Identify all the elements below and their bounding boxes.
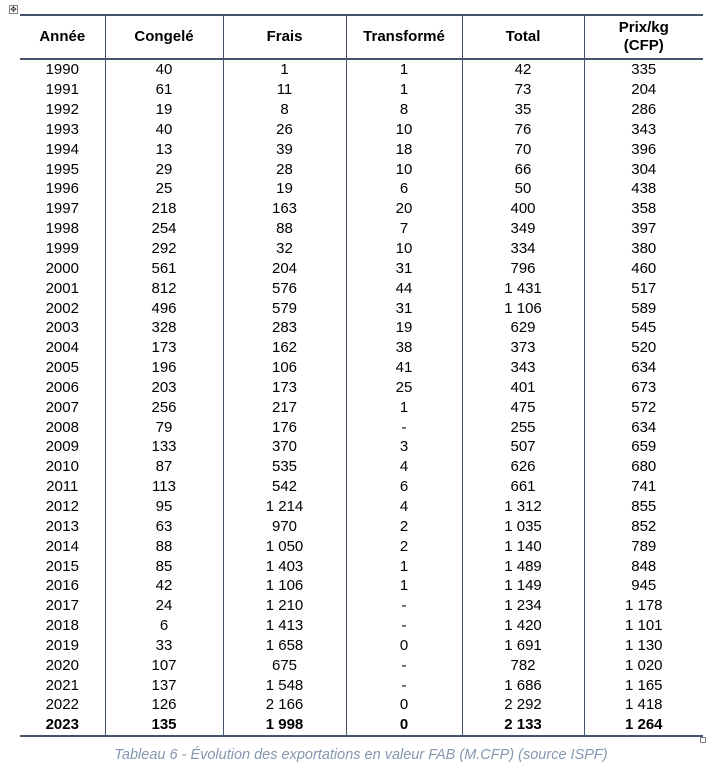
cell-transforme: 31	[346, 298, 462, 318]
cell-transforme: 20	[346, 199, 462, 219]
table-row	[20, 635, 703, 655]
cell-congele: 79	[105, 417, 223, 437]
cell-transforme: -	[346, 596, 462, 616]
cell-annee: 2009	[45, 438, 79, 456]
cell-prix-kg: 659	[584, 437, 703, 457]
cell-congele: 19	[105, 100, 223, 120]
cell-frais: 88	[223, 219, 346, 239]
cell-transforme: 19	[346, 318, 462, 338]
cell-total: 1 149	[462, 576, 584, 596]
cell-prix-kg: 1 165	[584, 675, 703, 695]
table-caption: Tableau 6 - Évolution des exportations en valeur FAB (M.CFP) (source ISPF)	[114, 747, 608, 763]
cell-total: 1 431	[462, 278, 584, 298]
header-prix-line2: (CFP)	[623, 37, 664, 54]
table-row	[20, 139, 703, 159]
cell-transforme: 1	[346, 576, 462, 596]
table-row	[20, 219, 703, 239]
cell-total: 400	[462, 199, 584, 219]
table-row	[20, 596, 703, 616]
cell-prix-kg: 358	[584, 199, 703, 219]
cell-total: 1 312	[462, 497, 584, 517]
cell-congele: 135	[105, 715, 223, 736]
cell-prix-kg: 1 418	[584, 695, 703, 715]
cell-annee: 2013	[45, 517, 79, 535]
cell-congele: 203	[105, 378, 223, 398]
cell-total: 1 686	[462, 675, 584, 695]
cell-annee: 2011	[46, 478, 79, 496]
cell-annee: 1991	[45, 81, 79, 99]
cell-frais: 176	[223, 417, 346, 437]
table-row	[20, 278, 703, 298]
header-prix-kg	[584, 15, 703, 59]
cell-transforme: 4	[346, 497, 462, 517]
header-row	[20, 15, 703, 59]
cell-frais: 8	[223, 100, 346, 120]
cell-frais: 970	[223, 516, 346, 536]
cell-annee: 2019	[45, 636, 79, 654]
table-row-total	[20, 715, 703, 736]
cell-total: 629	[462, 318, 584, 338]
cell-transforme: 8	[346, 100, 462, 120]
cell-transforme: 25	[346, 378, 462, 398]
cell-frais: 1 403	[223, 556, 346, 576]
table-row	[20, 417, 703, 437]
cell-transforme: 31	[346, 258, 462, 278]
exports-table-container	[20, 14, 703, 737]
cell-total: 76	[462, 120, 584, 140]
cell-congele: 256	[105, 397, 223, 417]
cell-annee: 1999	[45, 240, 79, 258]
cell-annee: 2012	[45, 497, 79, 515]
cell-transforme: 0	[346, 715, 462, 736]
cell-prix-kg: 286	[584, 100, 703, 120]
table-row	[20, 298, 703, 318]
table-row	[20, 318, 703, 338]
table-row	[20, 655, 703, 675]
cell-prix-kg: 438	[584, 179, 703, 199]
cell-prix-kg: 1 020	[584, 655, 703, 675]
cell-frais: 1 106	[223, 576, 346, 596]
cell-annee: 2001	[45, 279, 79, 297]
cell-total: 661	[462, 477, 584, 497]
cell-transforme: 1	[346, 59, 462, 80]
cell-transforme: 18	[346, 139, 462, 159]
cell-total: 42	[462, 59, 584, 80]
cell-prix-kg: 460	[584, 258, 703, 278]
cell-congele: 137	[105, 675, 223, 695]
cell-frais: 579	[223, 298, 346, 318]
cell-transforme: 3	[346, 437, 462, 457]
cell-congele: 63	[105, 516, 223, 536]
table-row	[20, 358, 703, 378]
cell-total: 50	[462, 179, 584, 199]
cell-transforme: -	[346, 417, 462, 437]
cell-frais: 675	[223, 655, 346, 675]
table-row	[20, 378, 703, 398]
cell-total: 70	[462, 139, 584, 159]
table-body	[20, 59, 703, 736]
cell-congele: 61	[105, 80, 223, 100]
cell-transforme: 1	[346, 397, 462, 417]
table-row	[20, 258, 703, 278]
cell-annee: 2018	[45, 617, 79, 635]
cell-total: 35	[462, 100, 584, 120]
cell-congele: 24	[105, 596, 223, 616]
table-row	[20, 536, 703, 556]
cell-frais: 1 050	[223, 536, 346, 556]
exports-table	[20, 14, 703, 737]
cell-congele: 33	[105, 635, 223, 655]
table-row	[20, 179, 703, 199]
cell-congele: 40	[105, 120, 223, 140]
cell-prix-kg: 572	[584, 397, 703, 417]
cell-annee: 1992	[45, 101, 79, 119]
cell-congele: 812	[105, 278, 223, 298]
cell-frais: 1 413	[223, 616, 346, 636]
cell-total: 343	[462, 358, 584, 378]
cell-frais: 542	[223, 477, 346, 497]
cell-prix-kg: 741	[584, 477, 703, 497]
cell-annee: 2007	[45, 398, 79, 416]
cell-frais: 535	[223, 457, 346, 477]
cell-annee: 2016	[45, 577, 79, 595]
table-row	[20, 695, 703, 715]
table-header	[20, 15, 703, 59]
cell-congele: 88	[105, 536, 223, 556]
header-congele: Congelé	[105, 15, 223, 59]
table-row	[20, 556, 703, 576]
cell-total: 1 420	[462, 616, 584, 636]
cell-frais: 1 658	[223, 635, 346, 655]
cell-transforme: -	[346, 675, 462, 695]
header-prix-line1: Prix/kg	[618, 19, 669, 36]
cell-prix-kg: 634	[584, 358, 703, 378]
cell-frais: 370	[223, 437, 346, 457]
cell-congele: 87	[105, 457, 223, 477]
cell-congele: 196	[105, 358, 223, 378]
cell-congele: 561	[105, 258, 223, 278]
cell-total: 2 133	[462, 715, 584, 736]
cell-frais: 1 548	[223, 675, 346, 695]
cell-prix-kg: 1 264	[584, 715, 703, 736]
cell-total: 1 691	[462, 635, 584, 655]
cell-total: 73	[462, 80, 584, 100]
cell-prix-kg: 335	[584, 59, 703, 80]
cell-annee: 2014	[45, 537, 79, 555]
table-row	[20, 120, 703, 140]
cell-transforme: 10	[346, 239, 462, 259]
cell-annee: 2008	[45, 418, 79, 436]
cell-prix-kg: 855	[584, 497, 703, 517]
cell-congele: 40	[105, 59, 223, 80]
cell-congele: 218	[105, 199, 223, 219]
cell-prix-kg: 945	[584, 576, 703, 596]
cell-frais: 39	[223, 139, 346, 159]
cell-transforme: -	[346, 655, 462, 675]
cell-frais: 11	[223, 80, 346, 100]
cell-total: 349	[462, 219, 584, 239]
cell-total: 255	[462, 417, 584, 437]
table-row	[20, 59, 703, 80]
cell-transforme: 2	[346, 536, 462, 556]
cell-annee: 2006	[45, 378, 79, 396]
cell-transforme: 0	[346, 635, 462, 655]
cell-congele: 173	[105, 338, 223, 358]
header-frais: Frais	[223, 15, 346, 59]
cell-annee: 2015	[45, 557, 79, 575]
cell-transforme: 6	[346, 179, 462, 199]
cell-prix-kg: 520	[584, 338, 703, 358]
cell-prix-kg: 1 178	[584, 596, 703, 616]
cell-congele: 85	[105, 556, 223, 576]
table-row	[20, 338, 703, 358]
cell-total: 782	[462, 655, 584, 675]
cell-annee: 1997	[45, 200, 79, 218]
cell-congele: 107	[105, 655, 223, 675]
cell-transforme: 2	[346, 516, 462, 536]
cell-frais: 19	[223, 179, 346, 199]
cell-annee: 2021	[45, 676, 79, 694]
table-row	[20, 397, 703, 417]
cell-congele: 292	[105, 239, 223, 259]
table-row	[20, 80, 703, 100]
cell-frais: 1 214	[223, 497, 346, 517]
cell-transforme: 1	[346, 556, 462, 576]
cell-frais: 1 998	[223, 715, 346, 736]
cell-prix-kg: 1 101	[584, 616, 703, 636]
cell-prix-kg: 673	[584, 378, 703, 398]
cell-annee: 2017	[45, 597, 79, 615]
cell-prix-kg: 397	[584, 219, 703, 239]
cell-annee: 2003	[45, 319, 79, 337]
cell-prix-kg: 545	[584, 318, 703, 338]
cell-congele: 25	[105, 179, 223, 199]
table-row	[20, 576, 703, 596]
cell-transforme: 38	[346, 338, 462, 358]
cell-frais: 204	[223, 258, 346, 278]
cell-total: 334	[462, 239, 584, 259]
cell-transforme: 44	[346, 278, 462, 298]
header-transforme: Transformé	[346, 15, 462, 59]
cell-prix-kg: 852	[584, 516, 703, 536]
cell-transforme: 6	[346, 477, 462, 497]
table-row	[20, 159, 703, 179]
cell-prix-kg: 848	[584, 556, 703, 576]
cell-annee: 2020	[45, 656, 79, 674]
table-row	[20, 199, 703, 219]
cell-annee: 1993	[45, 120, 79, 138]
table-row	[20, 437, 703, 457]
cell-prix-kg: 304	[584, 159, 703, 179]
cell-total: 507	[462, 437, 584, 457]
cell-prix-kg: 204	[584, 80, 703, 100]
table-row	[20, 675, 703, 695]
table-resize-handle-icon[interactable]	[700, 737, 706, 743]
cell-frais: 1 210	[223, 596, 346, 616]
cell-prix-kg: 517	[584, 278, 703, 298]
cell-transforme: 0	[346, 695, 462, 715]
cell-congele: 95	[105, 497, 223, 517]
cell-total: 475	[462, 397, 584, 417]
table-row	[20, 457, 703, 477]
cell-annee: 2000	[45, 259, 79, 277]
table-row	[20, 239, 703, 259]
header-total: Total	[462, 15, 584, 59]
cell-annee: 1990	[45, 61, 79, 79]
cell-annee: 1994	[45, 140, 79, 158]
cell-frais: 106	[223, 358, 346, 378]
cell-congele: 133	[105, 437, 223, 457]
cell-annee: 1996	[45, 180, 79, 198]
cell-transforme: 4	[346, 457, 462, 477]
cell-transforme: 10	[346, 159, 462, 179]
table-row	[20, 497, 703, 517]
header-annee: Année	[20, 15, 105, 59]
cell-congele: 328	[105, 318, 223, 338]
cell-annee: 2023	[20, 715, 105, 736]
cell-total: 796	[462, 258, 584, 278]
cell-transforme: 1	[346, 80, 462, 100]
cell-total: 401	[462, 378, 584, 398]
cell-frais: 576	[223, 278, 346, 298]
cell-prix-kg: 396	[584, 139, 703, 159]
cell-transforme: 41	[346, 358, 462, 378]
cell-congele: 126	[105, 695, 223, 715]
table-row	[20, 616, 703, 636]
cell-transforme: -	[346, 616, 462, 636]
cell-total: 66	[462, 159, 584, 179]
cell-frais: 28	[223, 159, 346, 179]
cell-total: 1 234	[462, 596, 584, 616]
cell-congele: 13	[105, 139, 223, 159]
cell-prix-kg: 680	[584, 457, 703, 477]
cell-frais: 1	[223, 59, 346, 80]
cell-prix-kg: 789	[584, 536, 703, 556]
cell-frais: 283	[223, 318, 346, 338]
cell-prix-kg: 589	[584, 298, 703, 318]
cell-congele: 42	[105, 576, 223, 596]
cell-annee: 2010	[45, 458, 79, 476]
cell-transforme: 7	[346, 219, 462, 239]
cell-frais: 163	[223, 199, 346, 219]
cell-prix-kg: 1 130	[584, 635, 703, 655]
cell-total: 1 035	[462, 516, 584, 536]
cell-congele: 113	[105, 477, 223, 497]
cell-annee: 2004	[45, 339, 79, 357]
table-move-handle-icon[interactable]: ✥	[10, 5, 17, 14]
cell-transforme: 10	[346, 120, 462, 140]
cell-prix-kg: 634	[584, 417, 703, 437]
table-row	[20, 100, 703, 120]
cell-annee: 2022	[45, 696, 79, 714]
cell-congele: 29	[105, 159, 223, 179]
table-row	[20, 516, 703, 536]
cell-total: 1 489	[462, 556, 584, 576]
cell-total: 626	[462, 457, 584, 477]
cell-prix-kg: 343	[584, 120, 703, 140]
cell-total: 373	[462, 338, 584, 358]
cell-annee: 1998	[45, 220, 79, 238]
cell-total: 1 140	[462, 536, 584, 556]
cell-annee: 2002	[45, 299, 79, 317]
table-row	[20, 477, 703, 497]
cell-frais: 2 166	[223, 695, 346, 715]
cell-total: 1 106	[462, 298, 584, 318]
cell-annee: 1995	[45, 160, 79, 178]
cell-annee: 2005	[45, 359, 79, 377]
cell-frais: 217	[223, 397, 346, 417]
cell-frais: 32	[223, 239, 346, 259]
cell-prix-kg: 380	[584, 239, 703, 259]
cell-frais: 162	[223, 338, 346, 358]
cell-frais: 173	[223, 378, 346, 398]
cell-frais: 26	[223, 120, 346, 140]
cell-congele: 254	[105, 219, 223, 239]
cell-congele: 496	[105, 298, 223, 318]
cell-total: 2 292	[462, 695, 584, 715]
cell-congele: 6	[105, 616, 223, 636]
